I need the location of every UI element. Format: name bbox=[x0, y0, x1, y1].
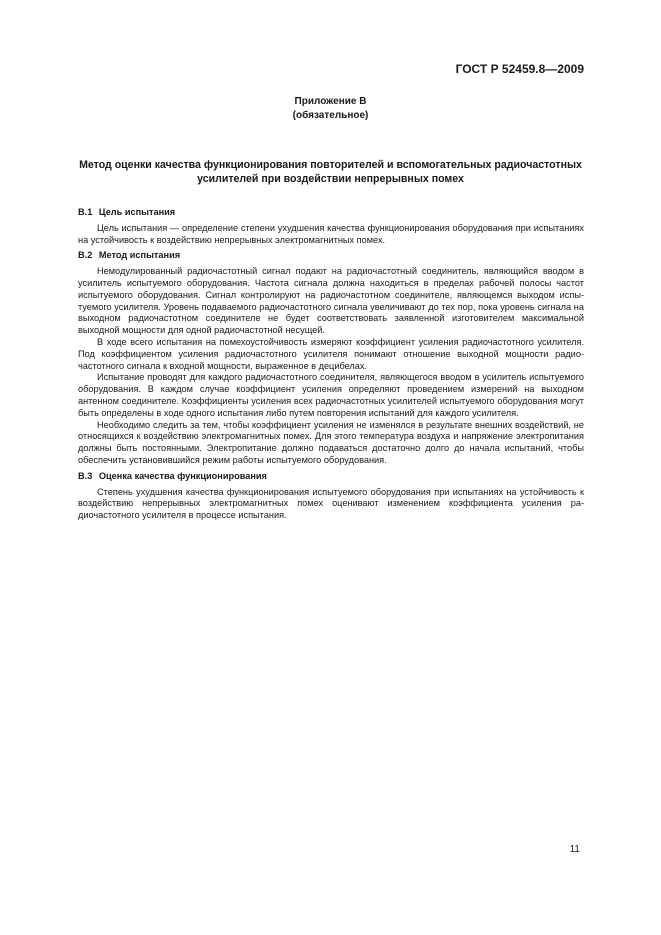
section-heading bbox=[78, 250, 584, 262]
main-title: Метод оценки качества функционирования повторителей и вспомогательных радиочастотных усилителей при воздействии непрерывных помех bbox=[79, 159, 582, 185]
section-heading bbox=[78, 471, 584, 483]
section-b2 bbox=[78, 250, 584, 466]
paragraph: Испытание проводят для каждого радиочастотного соединителя, являющегося вводом в усилитель испытуемого оборудования. В каждом случае коэффициент усиления определяют проведением измерений на выходном антенном соединителе. Коэффициенты усиления всех радиочастотных усилителей испытуемого оборудования могут быть определены в ходе одного испытания либо путем повторения испытаний для каждого усилителя. bbox=[78, 372, 584, 418]
body-text bbox=[78, 207, 584, 522]
paragraph: Степень ухудшения качества функционирования испытуемого оборудования при испытаниях на устойчивость к воздействию непрерывных электромагнитных помех оценивают изменением коэффициента усиления радиочастотного усилителя в процессе испытания. bbox=[78, 486, 584, 521]
section-b1 bbox=[78, 207, 584, 246]
section-b3 bbox=[78, 471, 584, 522]
annex-title: Приложение В bbox=[294, 96, 367, 107]
page-number: 11 bbox=[569, 844, 580, 855]
standard-code: ГОСТ Р 52459.8—2009 bbox=[455, 62, 584, 76]
paragraph: Цель испытания — определение степени ухудшения качества функционирования оборудования при испытаниях на устойчивость к воздействию непрерывных электромагнитных помех. bbox=[78, 222, 584, 245]
section-title: Оценка качества функционирования bbox=[98, 470, 267, 481]
section-title: Метод испытания bbox=[98, 250, 181, 261]
annex-status: (обязательное) bbox=[292, 110, 369, 121]
section-number: В.3 bbox=[78, 470, 93, 481]
paragraph: В ходе всего испытания на помехоустойчивость измеряют коэффициент усиления радиочастотного усилителя. Под коэффициентом усиления радиочастотного усилителя понимают отношение выходной мощности радиочастотного сигнала к входной мощности, выраженное в децибелах. bbox=[78, 336, 584, 371]
annex-heading bbox=[0, 95, 661, 123]
paragraph: Немодулированный радиочастотный сигнал подают на радиочастотный соединитель, являющийся вводом в усилитель испытуемого оборудования. Частота сигнала должна находиться в пределах рабочей полосы частот испытуемого оборудования. Сигнал контролируют на радиочастотном соединителе, являющемся выходом испытуемого усилителя. Уровень подаваемого радиочастотного сигнала увеличивают до тех пор, пока уровень сигнала на выходном радиочастотном соединителе не будет соответствовать заявленной изготовителем максимальной выходной мощности для одной радиочастотной несущей. bbox=[78, 266, 584, 336]
section-number: В.1 bbox=[78, 207, 93, 217]
paragraph: Необходимо следить за тем, чтобы коэффициент усиления не изменялся в результате внешних воздействий, не относящихся к воздействию электромагнитных помех. Для этого температура воздуха и напряжение электропитания должны быть постоянными. Электропитание должно подаваться достаточно долго до начала испытаний, чтобы обеспечить установившийся режим работы испытуемого оборудования. bbox=[78, 419, 584, 465]
section-number: В.2 bbox=[78, 250, 93, 261]
section-title: Цель испытания bbox=[98, 207, 176, 217]
section-heading bbox=[78, 207, 584, 219]
